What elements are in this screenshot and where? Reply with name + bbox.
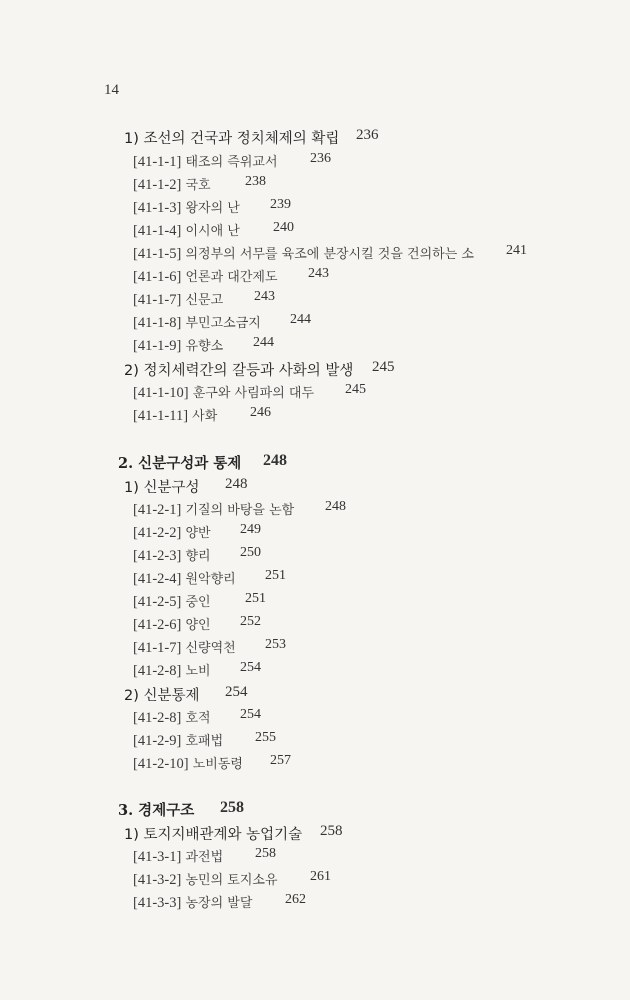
entry-title: 2) 신분통제 (124, 688, 200, 704)
entry-code: [41-1-5] (133, 246, 182, 262)
entry-title: 태조의 즉위교서 (185, 155, 278, 170)
entry-code: [41-2-3] (133, 548, 182, 564)
entry-title: 농장의 발달 (185, 896, 253, 911)
entry-code: [41-3-2] (133, 872, 182, 888)
entry-title: 호적 (185, 711, 211, 726)
entry-title: 2) 정치세력간의 갈등과 사화의 발생 (124, 363, 354, 379)
entry-page-number: 248 (325, 499, 346, 514)
entry-page-number: 248 (263, 452, 287, 469)
entry-page-number: 244 (290, 312, 311, 327)
entry-page-number: 245 (345, 382, 366, 397)
entry-page-number: 258 (255, 846, 276, 861)
entry-title: 의정부의 서무를 육조에 분장시킬 것을 건의하는 소 (185, 247, 474, 262)
entry-code: [41-1-9] (133, 338, 182, 354)
toc-entry (133, 591, 600, 613)
entry-code: [41-2-10] (133, 756, 189, 772)
entry-code: [41-1-11] (133, 408, 189, 424)
entry-title: 중인 (185, 595, 211, 610)
entry-code: [41-2-8] (133, 710, 182, 726)
entry-title: 과전법 (185, 850, 224, 865)
toc-entry (133, 545, 600, 567)
entry-page-number: 262 (285, 892, 306, 907)
entry-page-number: 254 (240, 707, 261, 722)
toc-entry (133, 730, 600, 752)
entry-page-number: 255 (255, 730, 276, 745)
entry-page-number: 244 (253, 335, 274, 350)
entry-title: 호패법 (185, 734, 224, 749)
toc-entry (133, 614, 600, 636)
entry-page-number: 249 (240, 522, 261, 537)
entry-page-number: 236 (356, 127, 379, 143)
entry-title: 농민의 토지소유 (185, 873, 278, 888)
toc-entry (133, 243, 600, 265)
subsection-heading (124, 359, 600, 381)
entry-title: 기질의 바탕을 논함 (185, 503, 295, 518)
entry-code: [41-2-2] (133, 525, 182, 541)
entry-code: [41-1-3] (133, 200, 182, 216)
entry-title: 유향소 (185, 339, 224, 354)
entry-title: 노비 (185, 664, 211, 679)
entry-title: 훈구와 사림파의 대두 (192, 386, 315, 401)
toc-entry (133, 568, 600, 590)
entry-code: [41-1-7] (133, 640, 182, 656)
toc-entry (133, 499, 600, 521)
section-heading (118, 799, 600, 821)
entry-page-number: 253 (265, 637, 286, 652)
entry-title: 노비동령 (192, 757, 243, 772)
entry-title: 3. 경제구조 (118, 802, 195, 819)
subsection-heading (124, 823, 600, 845)
toc-entry (133, 637, 600, 659)
entry-title: 국호 (185, 178, 211, 193)
toc-entry (133, 846, 600, 868)
subsection-heading (124, 127, 600, 149)
entry-title: 언론과 대간제도 (185, 270, 278, 285)
entry-code: [41-2-8] (133, 663, 182, 679)
entry-code: [41-3-1] (133, 849, 182, 865)
entry-title: 2. 신분구성과 통제 (118, 455, 242, 472)
entry-title: 1) 조선의 건국과 정치체제의 확립 (124, 131, 340, 147)
entry-page-number: 254 (225, 684, 248, 700)
entry-page-number: 243 (254, 289, 275, 304)
entry-code: [41-1-10] (133, 385, 189, 401)
toc-entry (133, 892, 600, 914)
toc-entry (133, 522, 600, 544)
entry-title: 향리 (185, 549, 211, 564)
entry-page-number: 254 (240, 660, 261, 675)
entry-code: [41-2-6] (133, 617, 182, 633)
entry-page-number: 252 (240, 614, 261, 629)
entry-page-number: 258 (220, 799, 244, 816)
toc-entry (133, 335, 600, 357)
toc-entry (133, 707, 600, 729)
entry-title: 1) 토지지배관계와 농업기술 (124, 827, 303, 843)
entry-code: [41-1-2] (133, 177, 182, 193)
entry-page-number: 241 (506, 243, 527, 258)
entry-code: [41-3-3] (133, 895, 182, 911)
page-number: 14 (104, 82, 119, 98)
toc-entry (133, 405, 600, 427)
entry-page-number: 261 (310, 869, 331, 884)
entry-title: 신량역천 (185, 641, 236, 656)
toc-entry (133, 197, 600, 219)
entry-title: 원악향리 (185, 572, 236, 587)
entry-page-number: 251 (245, 591, 266, 606)
entry-title: 이시애 난 (185, 224, 240, 239)
entry-code: [41-1-1] (133, 154, 182, 170)
toc-entry (133, 266, 600, 288)
entry-code: [41-1-4] (133, 223, 182, 239)
subsection-heading (124, 684, 600, 706)
entry-page-number: 246 (250, 405, 271, 420)
entry-page-number: 248 (225, 476, 248, 492)
entry-page-number: 240 (273, 220, 294, 235)
entry-title: 왕자의 난 (185, 201, 240, 216)
toc-entry (133, 220, 600, 242)
entry-title: 양인 (185, 618, 211, 633)
toc-entry (133, 869, 600, 891)
entry-page-number: 250 (240, 545, 261, 560)
entry-page-number: 238 (245, 174, 266, 189)
entry-page-number: 251 (265, 568, 286, 583)
toc-entry (133, 382, 600, 404)
entry-page-number: 243 (308, 266, 329, 281)
entry-title: 1) 신분구성 (124, 480, 200, 496)
subsection-heading (124, 476, 600, 498)
entry-code: [41-2-4] (133, 571, 182, 587)
entry-code: [41-1-8] (133, 315, 182, 331)
section-heading (118, 452, 600, 474)
entry-page-number: 239 (270, 197, 291, 212)
toc-entry (133, 312, 600, 334)
entry-title: 신문고 (185, 293, 224, 308)
entry-title: 사화 (192, 409, 218, 424)
entry-title: 양반 (185, 526, 211, 541)
entry-title: 부민고소금지 (185, 316, 261, 331)
toc-entry (133, 660, 600, 682)
entry-code: [41-1-7] (133, 292, 182, 308)
toc-entry (133, 289, 600, 311)
toc-entry (133, 151, 600, 173)
entry-page-number: 258 (320, 823, 343, 839)
entry-code: [41-2-9] (133, 733, 182, 749)
entry-page-number: 245 (372, 359, 395, 375)
entry-page-number: 236 (310, 151, 331, 166)
entry-code: [41-1-6] (133, 269, 182, 285)
entry-code: [41-2-5] (133, 594, 182, 610)
toc-entry (133, 174, 600, 196)
toc-entry (133, 753, 600, 775)
entry-page-number: 257 (270, 753, 291, 768)
entry-code: [41-2-1] (133, 502, 182, 518)
